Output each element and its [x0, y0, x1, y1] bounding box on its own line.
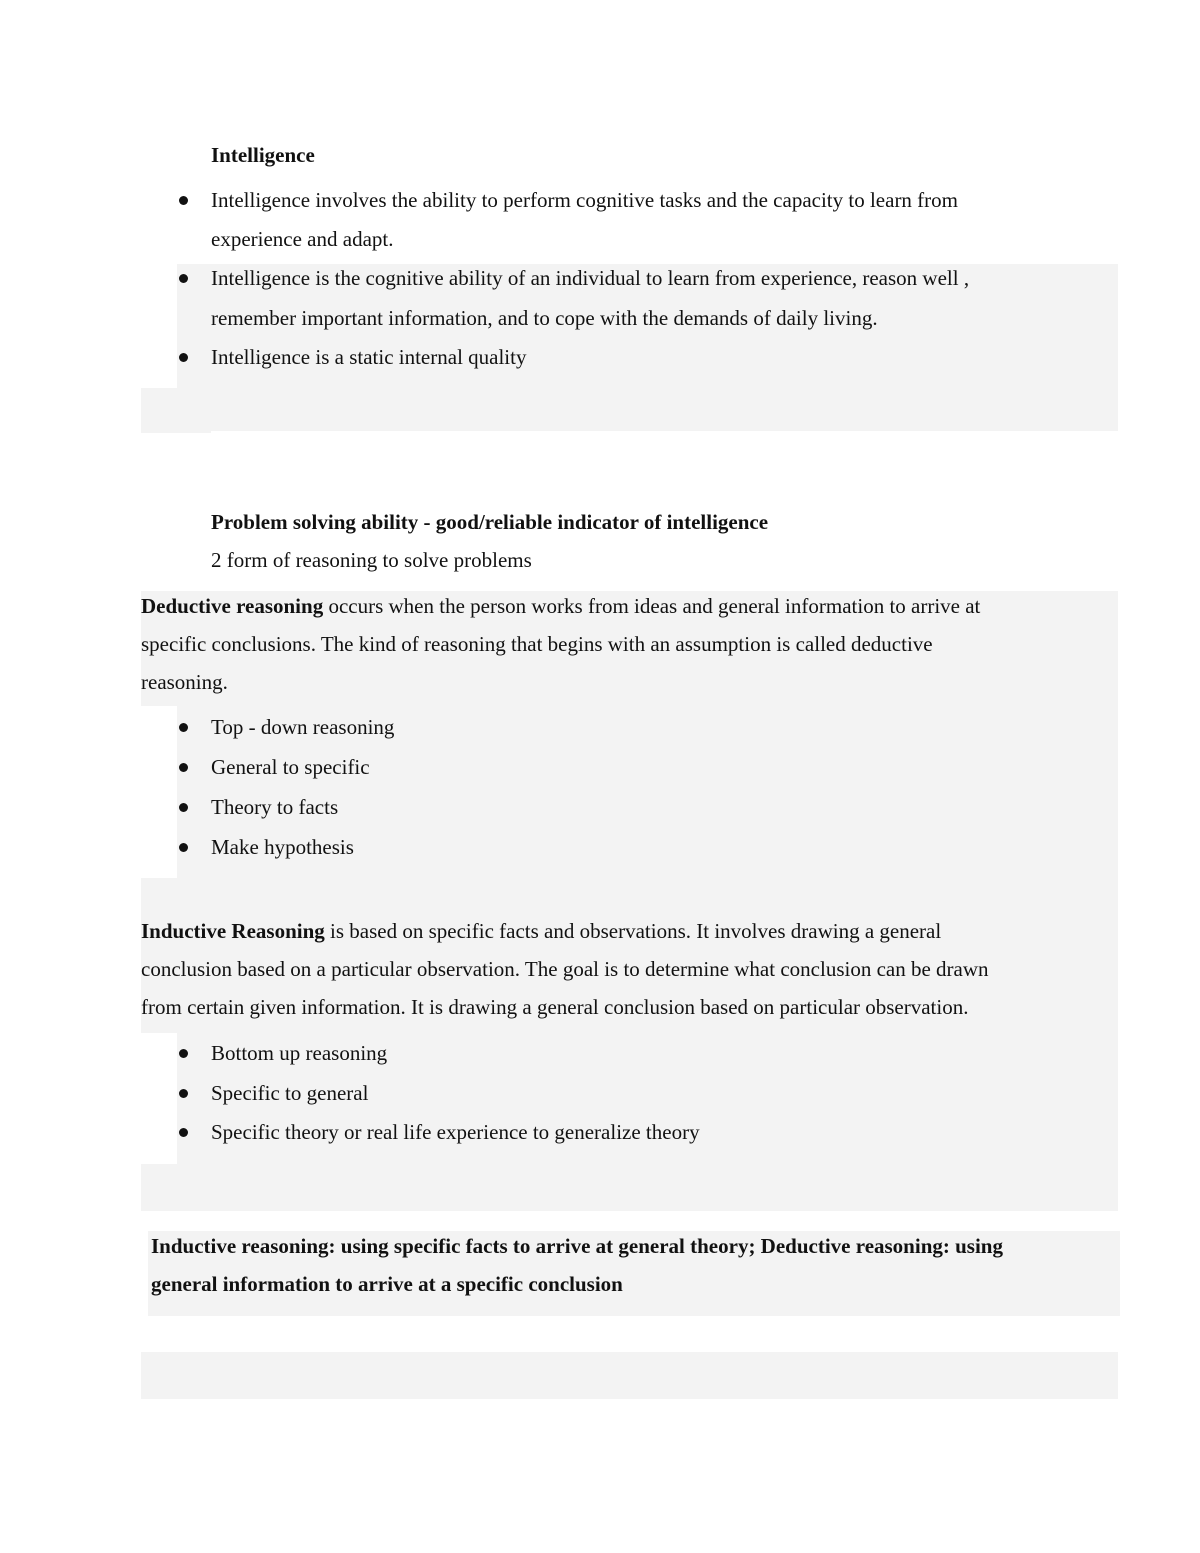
- list-indent-gap-1: [141, 706, 177, 878]
- inductive-term: Inductive Reasoning: [141, 919, 325, 943]
- bullet-dot-icon: [179, 1128, 188, 1137]
- intelligence-highlight-tail: [141, 388, 211, 433]
- empty-highlight-block: [141, 1352, 1118, 1399]
- deductive-bullet-2: General to specific: [211, 755, 370, 779]
- bullet-dot-icon: [179, 723, 188, 732]
- bullet-dot-icon: [179, 353, 188, 362]
- intelligence-bullet-3: Intelligence is a static internal quality: [211, 345, 527, 369]
- inductive-paragraph-line-2: conclusion based on a particular observation. The goal is to determine what conclusion can be drawn: [141, 957, 989, 981]
- inductive-paragraph-line-1: [141, 917, 941, 945]
- inductive-line-1-rest: is based on specific facts and observations. It involves drawing a general: [324, 919, 942, 943]
- deductive-bullet-4: Make hypothesis: [211, 835, 354, 859]
- deductive-term: Deductive reasoning: [141, 594, 324, 618]
- inductive-bullet-3: Specific theory or real life experience to generalize theory: [211, 1120, 700, 1144]
- deductive-paragraph-line-1: [141, 592, 980, 620]
- intelligence-bullet-1-line-1: Intelligence involves the ability to perform cognitive tasks and the capacity to learn from: [211, 188, 959, 212]
- intelligence-bullet-1-line-2: experience and adapt.: [211, 227, 394, 251]
- summary-line-2: general information to arrive at a specific conclusion: [151, 1272, 623, 1296]
- inductive-bullet-2: Specific to general: [211, 1081, 369, 1105]
- problem-solving-subheading: 2 form of reasoning to solve problems: [211, 548, 532, 572]
- intelligence-heading: Intelligence: [211, 143, 315, 167]
- deductive-bullet-1: Top - down reasoning: [211, 715, 395, 739]
- bullet-dot-icon: [179, 843, 188, 852]
- inductive-bullet-1: Bottom up reasoning: [211, 1041, 388, 1065]
- bullet-dot-icon: [179, 1049, 188, 1058]
- deductive-paragraph-line-3: reasoning.: [141, 670, 228, 694]
- intelligence-bullet-2-line-2: remember important information, and to cope with the demands of daily living.: [211, 306, 878, 330]
- deductive-line-1-rest: occurs when the person works from ideas and general information to arrive at: [323, 594, 981, 618]
- deductive-paragraph-line-2: specific conclusions. The kind of reasoning that begins with an assumption is called deductive: [141, 632, 933, 656]
- bullet-dot-icon: [179, 1089, 188, 1098]
- bullet-dot-icon: [179, 274, 188, 283]
- problem-solving-heading: Problem solving ability - good/reliable indicator of intelligence: [211, 510, 769, 534]
- summary-line-1: Inductive reasoning: using specific facts to arrive at general theory; Deductive reasoning: using: [151, 1234, 1003, 1258]
- bullet-dot-icon: [179, 803, 188, 812]
- bullet-dot-icon: [179, 196, 188, 205]
- bullet-dot-icon: [179, 763, 188, 772]
- list-indent-gap-2: [141, 1033, 177, 1164]
- deductive-bullet-3: Theory to facts: [211, 795, 339, 819]
- intelligence-bullet-2-line-1: Intelligence is the cognitive ability of an individual to learn from experience, reason well ,: [211, 266, 970, 290]
- inductive-paragraph-line-3: from certain given information. It is drawing a general conclusion based on particular observation.: [141, 995, 969, 1019]
